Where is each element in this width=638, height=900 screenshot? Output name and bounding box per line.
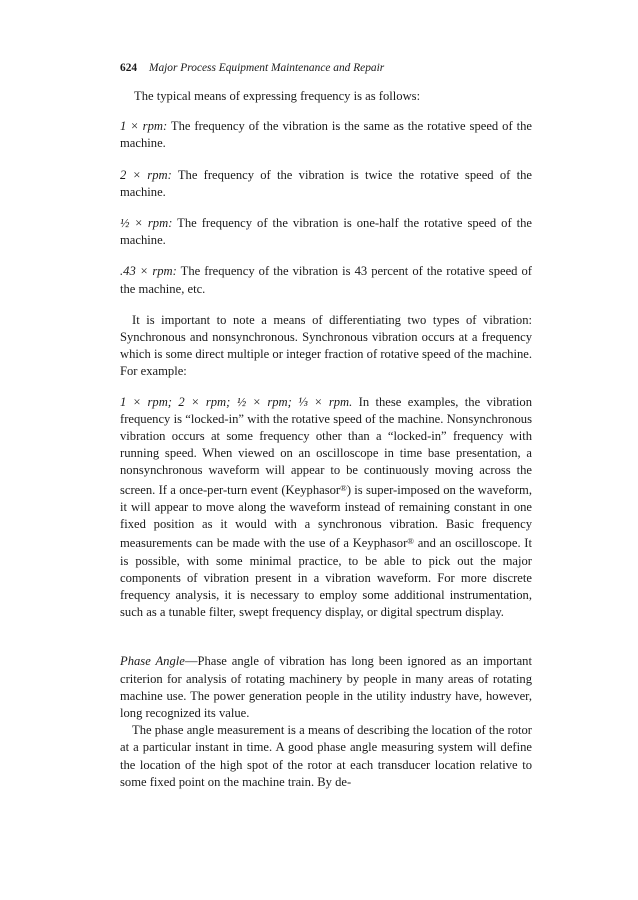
definition-term: ½ × rpm:: [120, 216, 173, 231]
intro-paragraph: The typical means of expressing frequency is as follows:: [134, 89, 421, 103]
definition-half-rpm: [120, 215, 532, 249]
phase-angle-text: —Phase angle of vibration has long been ignored as an important criterion for analysis of rotating machinery by people in many areas of rotating machine use. The power generation people in the utility industry have, however, long recognized its value.: [120, 654, 532, 721]
definition-term: 1 × rpm:: [120, 119, 168, 134]
definition-text: The frequency of the vibration is 43 percent of the rotative speed of the machine, etc.: [120, 264, 532, 296]
definition-term: .43 × rpm:: [120, 264, 177, 279]
definition-043-rpm: [120, 263, 532, 297]
examples-text-1: In these examples, the vibration frequency is “locked-in” with the rotative speed of the machine. Nonsynchronous vibration occurs at some frequency other than a “locked-in” frequency with running speed. When viewed on an oscilloscope in time base presentation, a nonsynchronous waveform will appear to be continuously moving across the screen. If a once-per-turn event (Keyphasor: [120, 394, 533, 497]
definition-text: The frequency of the vibration is one-half the rotative speed of the machine.: [120, 216, 533, 248]
running-title: Major Process Equipment Maintenance and Repair: [148, 62, 385, 74]
page-number: 624: [120, 62, 138, 74]
examples-text-3: and an oscilloscope. It is possible, with some minimal practice, to be able to pick out the major components of vibration present in a vibration waveform. For more discrete frequency analysis, it is necessary to employ some additional instrumentation, such as a tunable filter, swept frequency display, or digital spectrum display.: [120, 536, 532, 620]
examples-terms: 1 × rpm; 2 × rpm; ½ × rpm; ⅓ × rpm.: [120, 394, 353, 409]
book-page: [120, 62, 532, 791]
examples-text-2: ) is super-imposed on the waveform, it will appear to move along the waveform instead of remaining constant in one fixed position as it would with a synchronous vibration. Basic frequency measurements can be made with the use of a Keyphasor: [120, 482, 532, 551]
registered-mark: ®: [340, 482, 347, 493]
definition-2x-rpm: [120, 167, 532, 201]
definition-text: The frequency of the vibration is twice the rotative speed of the machine.: [120, 167, 532, 199]
phase-measurement-paragraph: The phase angle measurement is a means of describing the location of the rotor at a particular instant in time. A good phase angle measuring system will define the location of the high spot of the rotor at each transducer location relative to some fixed point on the machine train. By de-: [120, 723, 532, 789]
running-header: [120, 62, 532, 74]
phase-angle-heading: Phase Angle: [120, 654, 185, 669]
examples-paragraph: [120, 394, 532, 622]
registered-mark: ®: [407, 536, 414, 547]
definition-text: The frequency of the vibration is the same as the rotative speed of the machine.: [120, 119, 532, 151]
definition-1x-rpm: [120, 118, 532, 152]
synchronous-paragraph: It is important to note a means of differentiating two types of vibration: Synchronous and nonsynchronous. Synchronous vibration occurs at a frequency which is some direct multiple or integer fraction of rotative speed of the machine. For example:: [120, 312, 532, 379]
phase-angle-paragraph: [120, 653, 532, 722]
definition-term: 2 × rpm:: [120, 167, 172, 182]
